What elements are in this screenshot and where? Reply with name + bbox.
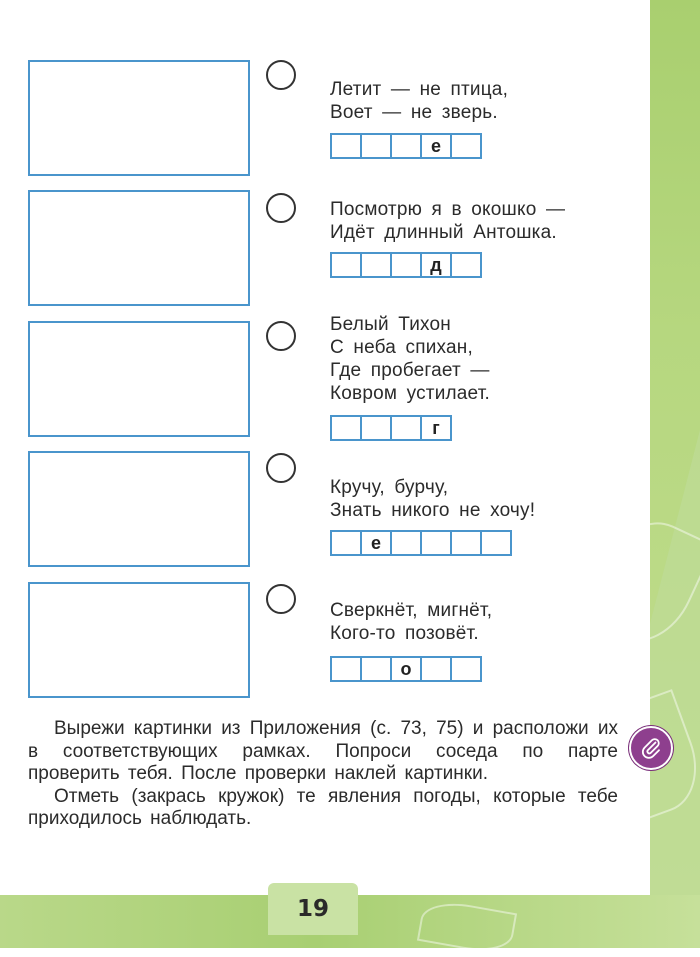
picture-frame-1[interactable] bbox=[28, 60, 250, 176]
letter-cell[interactable] bbox=[332, 135, 362, 157]
letter-cell[interactable]: г bbox=[432, 417, 440, 438]
riddle-line: Белый Тихон bbox=[330, 314, 451, 335]
picture-frame-5[interactable] bbox=[28, 582, 250, 698]
riddle-text-5 bbox=[330, 599, 492, 645]
letter-cell[interactable] bbox=[362, 417, 392, 439]
instruction-paragraph-2: Отметь (закрась кружок) те явления погоды, которые тебе приходилось наблюдать. bbox=[28, 785, 618, 829]
letter-cell[interactable] bbox=[392, 135, 422, 157]
letter-cell[interactable] bbox=[422, 658, 452, 680]
riddle-line: Воет — не зверь. bbox=[330, 102, 498, 123]
picture-frame-3[interactable] bbox=[28, 321, 250, 437]
instruction-paragraph-1: Вырежи картинки из Приложения (с. 73, 75) и расположи их в соответствующих рамках. Попроси соседа по парте проверить тебя. После проверки наклей картинки. bbox=[28, 718, 618, 784]
riddle-line: Посмотрю я в окошко — bbox=[330, 199, 566, 220]
letter-cells-1 bbox=[330, 133, 482, 159]
letter-cell[interactable]: е bbox=[422, 135, 452, 157]
riddle-line: Сверкнёт, мигнёт, bbox=[330, 600, 493, 621]
answer-circle-2[interactable] bbox=[266, 193, 296, 223]
riddle-line: Летит — не птица, bbox=[330, 79, 509, 100]
letter-cell[interactable] bbox=[392, 254, 422, 276]
paperclip-icon bbox=[639, 736, 663, 760]
answer-circle-5[interactable] bbox=[266, 584, 296, 614]
answer-circle-1[interactable] bbox=[266, 60, 296, 90]
page-number-tab bbox=[268, 883, 358, 935]
letter-cell[interactable] bbox=[452, 135, 480, 157]
riddle-line: Знать никого не хочу! bbox=[330, 500, 536, 521]
letter-cell[interactable] bbox=[362, 254, 392, 276]
letter-cell[interactable] bbox=[392, 532, 422, 554]
page-number: 19 bbox=[296, 896, 329, 922]
letter-cell[interactable] bbox=[332, 254, 362, 276]
letter-cell[interactable] bbox=[392, 417, 422, 439]
riddle-line: Где пробегает — bbox=[330, 360, 490, 381]
picture-frame-2[interactable] bbox=[28, 190, 250, 306]
letter-cell[interactable] bbox=[362, 658, 392, 680]
riddle-line: Ковром устилает. bbox=[330, 383, 490, 404]
letter-cell[interactable] bbox=[332, 532, 362, 554]
letter-cell[interactable]: д bbox=[422, 254, 452, 276]
letter-cell[interactable] bbox=[332, 658, 362, 680]
riddle-line: С неба спихан, bbox=[330, 337, 473, 358]
answer-circle-3[interactable] bbox=[266, 321, 296, 351]
letter-cells-3 bbox=[330, 415, 452, 441]
appendix-badge bbox=[629, 726, 673, 770]
letter-cell[interactable] bbox=[362, 135, 392, 157]
letter-cells-5 bbox=[330, 656, 482, 682]
letter-cell[interactable] bbox=[482, 532, 510, 554]
riddle-text-1 bbox=[330, 78, 508, 124]
riddle-text-2 bbox=[330, 198, 565, 244]
letter-cell[interactable] bbox=[452, 658, 480, 680]
riddle-line: Идёт длинный Антошка. bbox=[330, 222, 557, 243]
picture-frame-4[interactable] bbox=[28, 451, 250, 567]
letter-cells-4 bbox=[330, 530, 512, 556]
letter-cell[interactable]: е bbox=[362, 532, 392, 554]
letter-cell[interactable] bbox=[452, 532, 482, 554]
riddle-text-4 bbox=[330, 476, 535, 522]
riddle-line: Кручу, бурчу, bbox=[330, 477, 449, 498]
letter-cell[interactable] bbox=[452, 254, 480, 276]
riddle-text-3 bbox=[330, 313, 490, 405]
letter-cells-2 bbox=[330, 252, 482, 278]
instructions bbox=[28, 718, 618, 831]
answer-circle-4[interactable] bbox=[266, 453, 296, 483]
letter-cell[interactable]: о bbox=[392, 658, 422, 680]
riddle-line: Кого-то позовёт. bbox=[330, 623, 479, 644]
letter-cell[interactable] bbox=[332, 417, 362, 439]
letter-cell[interactable] bbox=[422, 532, 452, 554]
